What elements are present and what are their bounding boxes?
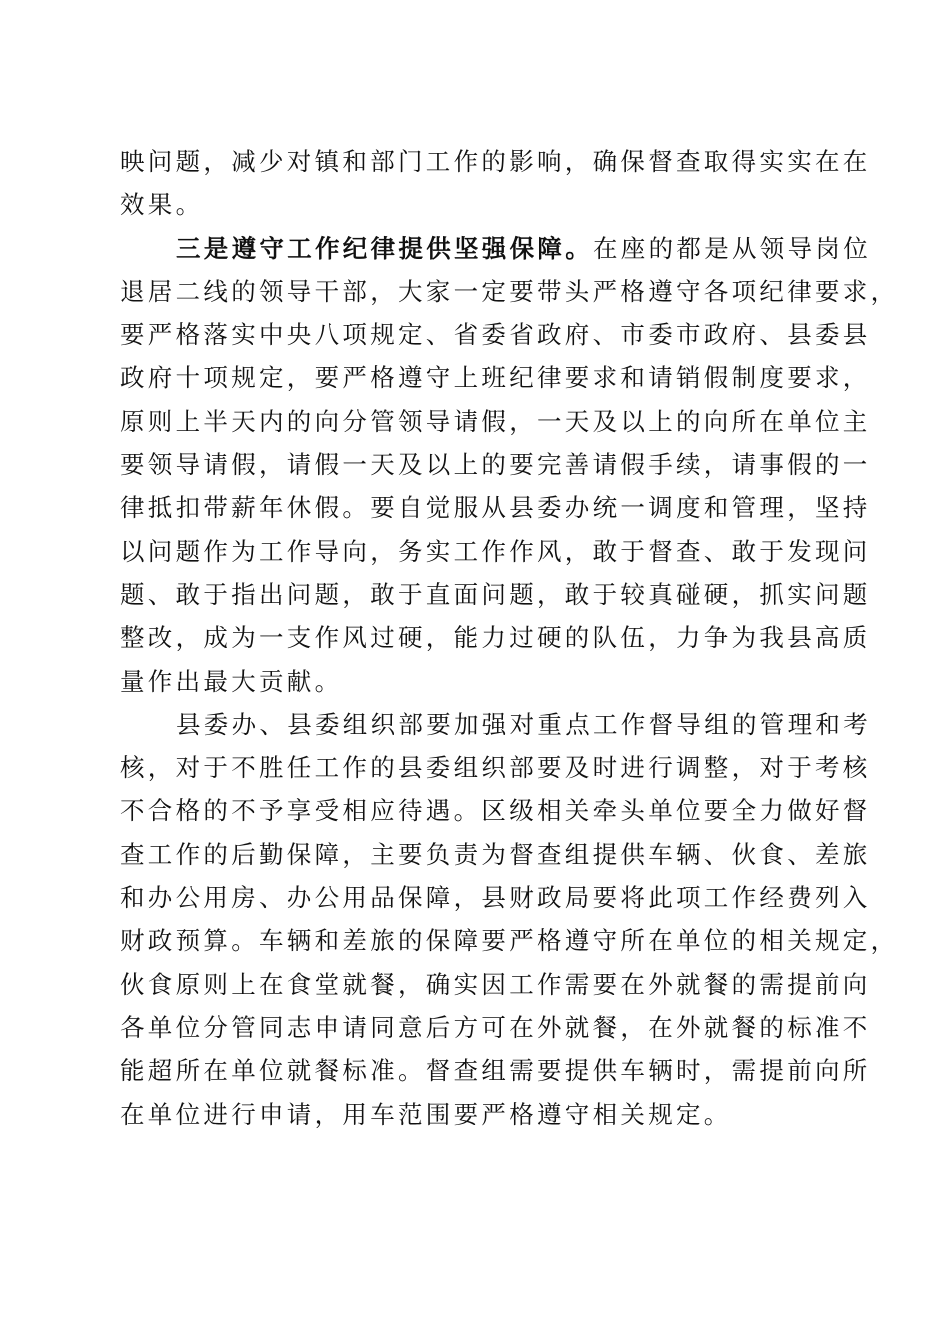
text-line: 在单位进行申请，用车范围要严格遵守相关规定。 xyxy=(120,1099,732,1129)
text-span: 在座的都是从领导岗位 xyxy=(593,233,871,263)
text-line: 要领导请假，请假一天及以上的要完善请假手续，请事假的一 xyxy=(120,450,871,480)
text-line: 退居二线的领导干部，大家一定要带头严格遵守各项纪律要求， xyxy=(120,276,899,306)
text-line: 县委办、县委组织部要加强对重点工作督导组的管理和考 xyxy=(176,709,871,739)
paragraph-3 xyxy=(120,703,899,1136)
paragraph-2 xyxy=(120,227,899,703)
document-body xyxy=(120,140,899,1136)
text-line: 要严格落实中央八项规定、省委省政府、市委市政府、县委县 xyxy=(120,320,871,350)
text-line: 题、敢于指出问题，敢于直面问题，敢于较真碰硬，抓实问题 xyxy=(120,579,871,609)
text-line: 政府十项规定，要严格遵守上班纪律要求和请销假制度要求， xyxy=(120,363,871,393)
paragraph-1 xyxy=(120,140,871,227)
text-line: 效果。 xyxy=(120,190,204,220)
text-line: 能超所在单位就餐标准。督查组需要提供车辆时，需提前向所 xyxy=(120,1056,871,1086)
text-line: 整改，成为一支作风过硬，能力过硬的队伍，力争为我县高质 xyxy=(120,623,871,653)
text-line: 律抵扣带薪年休假。要自觉服从县委办统一调度和管理，坚持 xyxy=(120,493,871,523)
text-line xyxy=(120,227,871,270)
text-line: 各单位分管同志申请同意后方可在外就餐，在外就餐的标准不 xyxy=(120,1012,871,1042)
text-line: 伙食原则上在食堂就餐，确实因工作需要在外就餐的需提前向 xyxy=(120,969,871,999)
text-line: 原则上半天内的向分管领导请假，一天及以上的向所在单位主 xyxy=(120,406,871,436)
text-line: 映问题，减少对镇和部门工作的影响，确保督查取得实实在在 xyxy=(120,147,871,176)
text-line: 以问题作为工作导向，务实工作作风，敢于督查、敢于发现问 xyxy=(120,536,871,566)
text-line: 和办公用房、办公用品保障，县财政局要将此项工作经费列入 xyxy=(120,883,871,913)
paragraph-heading: 三是遵守工作纪律提供坚强保障。 xyxy=(176,233,593,263)
text-line: 查工作的后勤保障，主要负责为督查组提供车辆、伙食、差旅 xyxy=(120,839,871,869)
text-line: 财政预算。车辆和差旅的保障要严格遵守所在单位的相关规定， xyxy=(120,926,899,956)
text-line: 核，对于不胜任工作的县委组织部要及时进行调整，对于考核 xyxy=(120,753,871,783)
text-line: 不合格的不予享受相应待遇。区级相关牵头单位要全力做好督 xyxy=(120,796,871,826)
text-line: 量作出最大贡献。 xyxy=(120,666,343,696)
